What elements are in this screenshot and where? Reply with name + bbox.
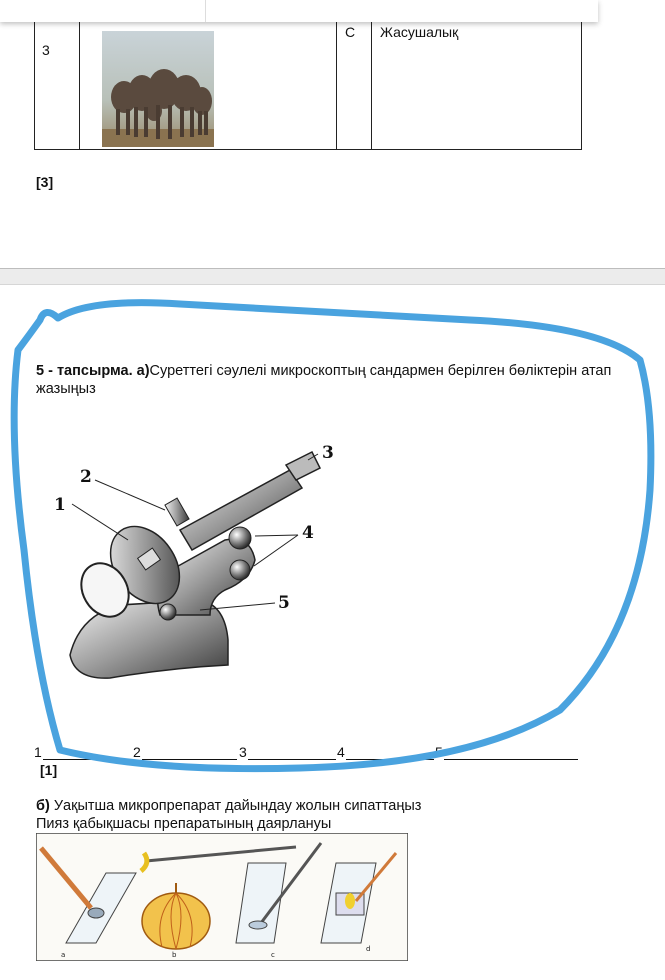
row-answer: Жасушалық: [380, 24, 459, 40]
task5b-text: Уақытша микропрепарат дайындау жолын сипаттаңыз: [49, 798, 422, 814]
page-separator: [0, 268, 665, 285]
microscope-label-2: 2: [80, 467, 92, 487]
answer-num-3: 3: [239, 744, 247, 760]
row-letter: C: [345, 24, 356, 40]
answer-num-1: 1: [34, 744, 42, 760]
overlapping-page-edge: [0, 0, 598, 22]
panel-letter-b: b: [172, 951, 177, 959]
panel-letter-d: d: [366, 945, 371, 953]
marks-top: [3]: [36, 174, 54, 190]
microscope-label-1: 1: [54, 495, 66, 515]
panel-letter-c: c: [271, 951, 275, 959]
microscope-label-4: 4: [302, 523, 314, 543]
task5-marks: [1]: [40, 762, 58, 778]
answer-num-5: 5: [435, 744, 443, 760]
row-number: 3: [42, 42, 50, 58]
task5b-letter: б): [36, 798, 50, 814]
elephant-herd-image: [102, 31, 214, 147]
panel-letter-a: a: [61, 951, 66, 959]
answer-num-2: 2: [133, 744, 141, 760]
microscope-label-3: 3: [322, 443, 334, 463]
answer-num-4: 4: [337, 744, 345, 760]
task5b-subtitle: Пияз қабықшасы препаратының даярлануы: [36, 816, 332, 832]
onion-slide-preparation-image: [36, 833, 408, 961]
task5-number: 5 - тапсырма. а): [36, 363, 150, 379]
previous-page: [0, 0, 665, 268]
highlight-circle: [0, 290, 665, 780]
microscope-label-5: 5: [278, 593, 290, 613]
task5b-title: [36, 798, 421, 814]
task5-text: Суреттегі сәулелі микроскоптың сандармен берілген бөліктерін атап жазыңыз: [36, 363, 612, 397]
